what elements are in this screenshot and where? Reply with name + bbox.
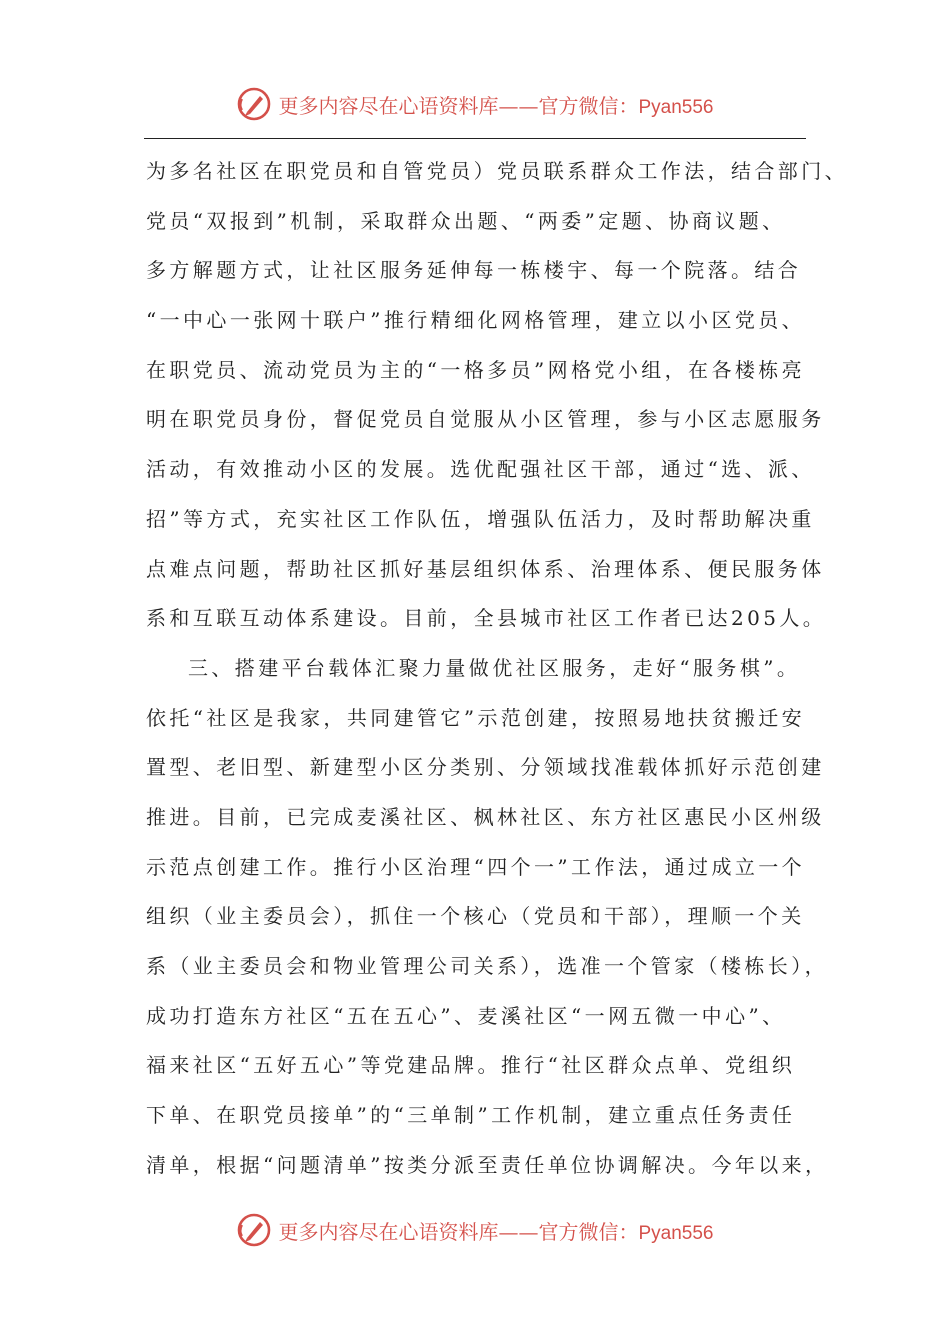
section-heading-line: 三、搭建平台载体汇聚力量做优社区服务，走好“服务棋”。 <box>188 655 801 680</box>
body-line: 点难点问题，帮助社区抓好基层组织体系、治理体系、便民服务体 <box>146 556 825 581</box>
document-body <box>146 147 848 1190</box>
body-line: 置型、老旧型、新建型小区分类别、分领域找准载体抓好示范创建 <box>146 755 825 780</box>
header-banner <box>0 82 950 126</box>
body-line: 活动，有效推动小区的发展。选优配强社区干部，通过“选、派、 <box>146 457 815 482</box>
body-line: 组织（业主委员会），抓住一个核心（党员和干部），理顺一个关 <box>146 904 805 929</box>
body-line: 依托“社区是我家，共同建管它”示范创建，按照易地扶贫搬迁安 <box>146 705 806 730</box>
body-line: 下单、在职党员接单”的“三单制”工作机制，建立重点任务责任 <box>146 1103 796 1128</box>
body-line: 系和互联互动体系建设。目前，全县城市社区工作者已达205人。 <box>146 606 827 631</box>
pen-logo-icon <box>236 86 272 122</box>
body-line: 推进。目前，已完成麦溪社区、枫林社区、东方社区惠民小区州级 <box>146 804 825 829</box>
body-line: 多方解题方式，让社区服务延伸每一栋楼宇、每一个院落。结合 <box>146 258 802 283</box>
pen-logo-icon <box>236 1212 272 1248</box>
body-line: 党员“双报到”机制，采取群众出题、“两委”定题、协商议题、 <box>146 208 786 233</box>
body-line: 成功打造东方社区“五在五心”、麦溪社区“一网五微一中心”、 <box>146 1003 786 1028</box>
body-line: “一中心一张网十联户”推行精细化网格管理，建立以小区党员、 <box>146 308 806 333</box>
body-line: 招”等方式，充实社区工作队伍，增强队伍活力，及时帮助解决重 <box>146 506 815 531</box>
body-line: 明在职党员身份，督促党员自觉服从小区管理，参与小区志愿服务 <box>146 407 825 432</box>
body-line: 示范点创建工作。推行小区治理“四个一”工作法，通过成立一个 <box>146 854 806 879</box>
footer-banner <box>0 1208 950 1252</box>
body-line: 福来社区“五好五心”等党建品牌。推行“社区群众点单、党组织 <box>146 1053 796 1078</box>
header-banner-text: 更多内容尽在心语资料库——官方微信：Pyan556 <box>278 93 714 118</box>
body-line: 在职党员、流动党员为主的“一格多员”网格党小组，在各楼栋亮 <box>146 357 806 382</box>
footer-banner-text: 更多内容尽在心语资料库——官方微信：Pyan556 <box>278 1219 714 1244</box>
body-line: 系（业主委员会和物业管理公司关系），选准一个管家（楼栋长）， <box>146 954 828 978</box>
body-line: 清单，根据“问题清单”按类分派至责任单位协调解决。今年以来， <box>146 1152 829 1177</box>
header-rule <box>144 138 806 139</box>
body-line: 为多名社区在职党员和自管党员）党员联系群众工作法，结合部门、 <box>146 159 848 183</box>
